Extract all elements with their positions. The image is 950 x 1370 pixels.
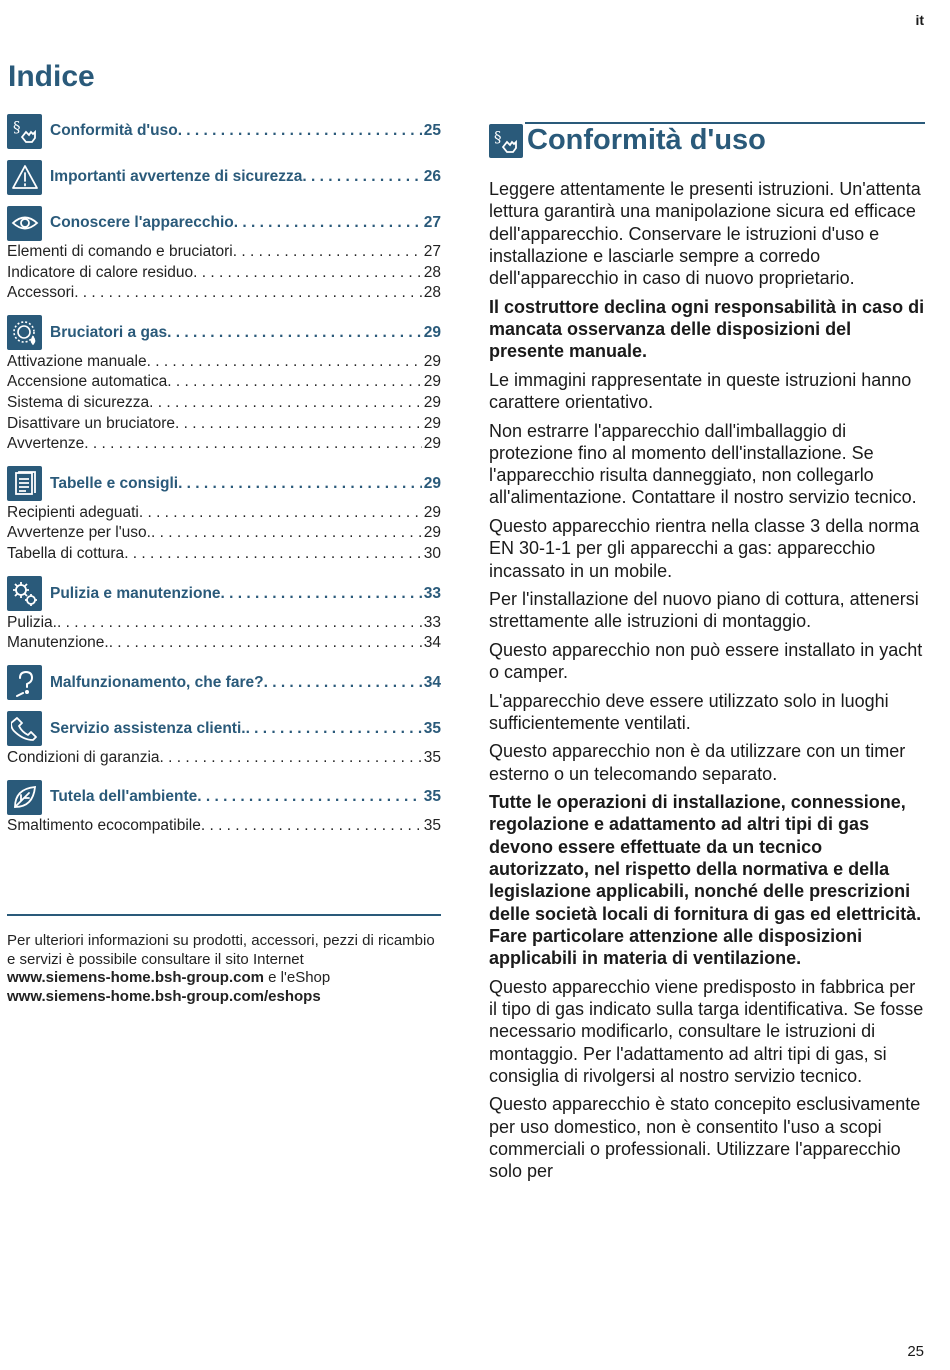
toc-subsection-item[interactable] — [7, 263, 441, 284]
toc-page-number: 35 — [423, 817, 441, 835]
toc-subsection-title: Accensione automatica — [7, 373, 168, 391]
toc-subsection-item[interactable] — [7, 523, 441, 544]
toc-section-title: Malfunzionamento, che fare? — [50, 673, 264, 691]
toc-subsection-title: Recipienti adeguati — [7, 503, 139, 521]
eshop-link[interactable]: www.siemens-home.bsh-group.com/eshops — [7, 987, 321, 1005]
toc-page-number: 35 — [423, 748, 441, 766]
toc-subsection-title: Indicatore di calore residuo — [7, 263, 194, 281]
burner-flame-icon — [7, 315, 42, 350]
section-body — [489, 178, 925, 1183]
bold-paragraph: Il costruttore declina ogni responsabilità in caso di mancata osservanza delle disposizioni del presente manuale. — [489, 296, 925, 362]
toc-subsection-item[interactable] — [7, 544, 441, 565]
bold-paragraph: Tutte le operazioni di installazione, connessione, regolazione e adattamento ad altri tipi di gas devono essere effettuate da un tecnico autorizzato, nel rispetto della normativa e della legislazione applicabili, nonché delle prescrizioni delle società locali di fornitura di gas ed elettricità. Fare particolare attenzione alle disposizioni applicabili in materia di ventilazione. — [489, 792, 922, 969]
toc-leader-dots — [124, 544, 422, 565]
toc-subsection-item[interactable] — [7, 503, 441, 524]
toc-leader-dots — [151, 523, 422, 544]
paragraph: Questo apparecchio non può essere installato in yacht o camper. — [489, 639, 923, 683]
paragraph: Per l'installazione del nuovo piano di cottura, attenersi strettamente alle istruzioni di montaggio. — [489, 588, 919, 632]
cleaning-gear-icon — [7, 576, 42, 611]
toc-subsection-list — [7, 613, 441, 654]
toc-section[interactable] — [7, 577, 441, 611]
toc-section[interactable] — [7, 712, 441, 746]
toc-page-number: 29 — [423, 414, 441, 432]
toc-page-number: 29 — [423, 323, 441, 341]
toc-section-title: Tutela dell'ambiente — [50, 788, 198, 806]
info-text: Per ulteriori informazioni su prodotti, accessori, pezzi di ricambio e servizi è possibile consultare il sito Internet — [7, 932, 435, 968]
toc-page-number: 29 — [423, 352, 441, 370]
page-number: 25 — [907, 1343, 924, 1360]
toc-section-title: Pulizia e manutenzione — [50, 584, 221, 602]
toc-section-row — [50, 788, 441, 806]
toc-section[interactable] — [7, 114, 441, 148]
toc-subsection-item[interactable] — [7, 242, 441, 263]
toc-subsection-item[interactable] — [7, 283, 441, 304]
paragraph-hand-icon — [489, 124, 523, 158]
toc-page-number: 25 — [423, 122, 441, 139]
document-pages-icon — [7, 466, 42, 501]
paragraph: Questo apparecchio viene predisposto in fabbrica per il tipo di gas indicato sulla targa identificativa. Se fosse necessario modificarlo, consultare le istruzioni di montaggio. Per l'adattamento ad altri tipi di gas, si consiglia di rivolgersi al nostro servizio tecnico. — [489, 976, 924, 1086]
toc-page-number: 28 — [423, 263, 441, 281]
toc-leader-dots — [233, 242, 422, 263]
toc-subsection-list — [7, 816, 441, 837]
toc-section-row — [50, 720, 441, 738]
toc-page-number: 27 — [423, 214, 441, 231]
toc-subsection-list — [7, 748, 441, 769]
leaf-icon — [7, 780, 42, 815]
toc-subsection-title: Sistema di sicurezza — [7, 393, 150, 411]
toc-page-number: 35 — [423, 788, 441, 806]
toc-page-number: 29 — [423, 435, 441, 453]
toc-section-row — [50, 585, 441, 603]
toc-subsection-title: Tabella di cottura — [7, 544, 125, 562]
toc-page-number: 27 — [423, 243, 441, 260]
toc-section-row — [50, 168, 441, 186]
toc-leader-dots — [178, 475, 422, 493]
toc-subsection-title: Avvertenze — [7, 435, 85, 453]
svg-text:§: § — [494, 128, 502, 146]
toc-subsection-item[interactable] — [7, 633, 441, 654]
toc-leader-dots — [175, 414, 422, 435]
toc-section[interactable] — [7, 206, 441, 240]
toc-subsection-title: Condizioni di garanzia — [7, 748, 160, 766]
toc-section-title: Servizio assistenza clienti. — [50, 719, 246, 737]
toc-subsection-title: Smaltimento ecocompatibile — [7, 817, 201, 835]
toc-subsection-list — [7, 503, 441, 565]
toc-page-number: 34 — [423, 634, 441, 652]
question-mark-icon — [7, 665, 42, 700]
toc-subsection-item[interactable] — [7, 414, 441, 435]
toc-section-title: Tabelle e consigli — [50, 474, 179, 492]
toc-section[interactable] — [7, 780, 441, 814]
toc-page-number: 30 — [423, 544, 441, 562]
table-of-contents — [7, 114, 441, 837]
toc-page-number: 33 — [423, 613, 441, 631]
toc-page-number: 33 — [423, 584, 441, 602]
paragraph: Questo apparecchio è stato concepito esclusivamente per uso domestico, non è consentito l'uso a scopi commerciali o professionali. Utilizzare l'apparecchio solo per — [489, 1094, 921, 1182]
section-conformita — [489, 122, 925, 1189]
index-title: Indice — [8, 60, 95, 93]
paragraph: Leggere attentamente le presenti istruzioni. Un'attenta lettura garantirà una manipolazione sicura ed efficace dell'apparecchio. Conservare le istruzioni d'uso e installazione e lasciarle sempre a corredo dell'apparecchio in caso di nuovo proprietario. — [489, 179, 921, 289]
toc-section-title: Conformità d'uso — [50, 122, 178, 139]
toc-leader-dots — [147, 352, 422, 373]
toc-page-number: 34 — [423, 673, 441, 691]
warning-icon — [7, 160, 42, 195]
toc-leader-dots — [246, 720, 422, 738]
toc-page-number: 35 — [423, 719, 441, 737]
toc-leader-dots — [84, 434, 421, 455]
toc-leader-dots — [178, 122, 422, 140]
toc-subsection-item[interactable] — [7, 393, 441, 414]
toc-section-title: Importanti avvertenze di sicurezza — [50, 168, 303, 185]
toc-subsection-list — [7, 242, 441, 304]
toc-section[interactable] — [7, 666, 441, 700]
toc-leader-dots — [302, 168, 421, 186]
toc-subsection-title: Disattivare un bruciatore — [7, 414, 175, 432]
toc-subsection-item[interactable] — [7, 748, 441, 769]
toc-section-title: Bruciatori a gas — [50, 323, 168, 341]
paragraph-hand-icon — [7, 114, 42, 149]
toc-section-row — [50, 324, 441, 342]
toc-subsection-title: Manutenzione. — [7, 634, 109, 652]
toc-section[interactable] — [7, 316, 441, 350]
paragraph: Non estrarre l'apparecchio dall'imballaggio di protezione fino al momento dell'installazione. Se l'apparecchio risulta danneggiato, non collegarlo all'alimentazione. Contattare il nostro servizio tecnico. — [489, 420, 917, 508]
toc-leader-dots — [109, 633, 422, 654]
website-link[interactable]: www.siemens-home.bsh-group.com — [7, 969, 264, 986]
toc-leader-dots — [167, 324, 422, 342]
toc-subsection-title: Pulizia. — [7, 613, 57, 631]
eye-icon — [7, 206, 42, 241]
toc-subsection-list — [7, 352, 441, 455]
toc-subsection-title: Elementi di comando e bruciatori — [7, 243, 233, 260]
toc-leader-dots — [167, 372, 421, 393]
toc-leader-dots — [264, 674, 422, 692]
toc-page-number: 29 — [423, 503, 441, 521]
toc-leader-dots — [160, 748, 422, 769]
toc-subsection-item[interactable] — [7, 613, 441, 634]
toc-section-row — [50, 214, 441, 232]
phone-icon — [7, 711, 42, 746]
section-title: Conformità d'uso — [527, 124, 766, 156]
paragraph: Le immagini rappresentate in queste istruzioni hanno carattere orientativo. — [489, 369, 912, 413]
toc-subsection-item[interactable] — [7, 434, 441, 455]
toc-leader-dots — [149, 393, 422, 414]
toc-leader-dots — [74, 283, 422, 304]
toc-section-row — [50, 475, 441, 493]
toc-subsection-title: Accessori — [7, 284, 75, 302]
toc-leader-dots — [197, 788, 422, 806]
paragraph: L'apparecchio deve essere utilizzato solo in luoghi sufficientemente ventilati. — [489, 690, 889, 733]
toc-subsection-item[interactable] — [7, 372, 441, 393]
svg-text:§: § — [12, 118, 20, 136]
toc-page-number: 28 — [423, 284, 441, 302]
toc-leader-dots — [221, 585, 422, 603]
toc-subsection-item[interactable] — [7, 816, 441, 837]
toc-subsection-item[interactable] — [7, 352, 441, 373]
info-box — [7, 914, 441, 1006]
toc-section-row — [50, 674, 441, 692]
toc-section[interactable] — [7, 160, 441, 194]
toc-leader-dots — [57, 613, 422, 634]
toc-section-title: Conoscere l'apparecchio — [50, 214, 234, 231]
toc-page-number: 26 — [423, 168, 441, 185]
toc-leader-dots — [201, 816, 422, 837]
toc-page-number: 29 — [423, 474, 441, 492]
toc-page-number: 29 — [423, 524, 441, 542]
language-code: it — [915, 12, 924, 28]
toc-leader-dots — [139, 503, 422, 524]
toc-section[interactable] — [7, 467, 441, 501]
toc-subsection-title: Avvertenze per l'uso. — [7, 524, 151, 542]
toc-page-number: 29 — [423, 393, 441, 411]
toc-section-row — [50, 122, 441, 140]
paragraph: Questo apparecchio rientra nella classe 3 della norma EN 30-1-1 per gli apparecchi a gas: apparecchio incassato in un mobile. — [489, 515, 920, 581]
toc-leader-dots — [234, 214, 422, 232]
toc-leader-dots — [193, 263, 422, 284]
info-connector: e l'eShop — [263, 969, 331, 986]
paragraph: Questo apparecchio non è da utilizzare con un timer esterno o un telecomando separato. — [489, 741, 906, 784]
toc-page-number: 29 — [423, 373, 441, 391]
toc-subsection-title: Attivazione manuale — [7, 352, 147, 370]
